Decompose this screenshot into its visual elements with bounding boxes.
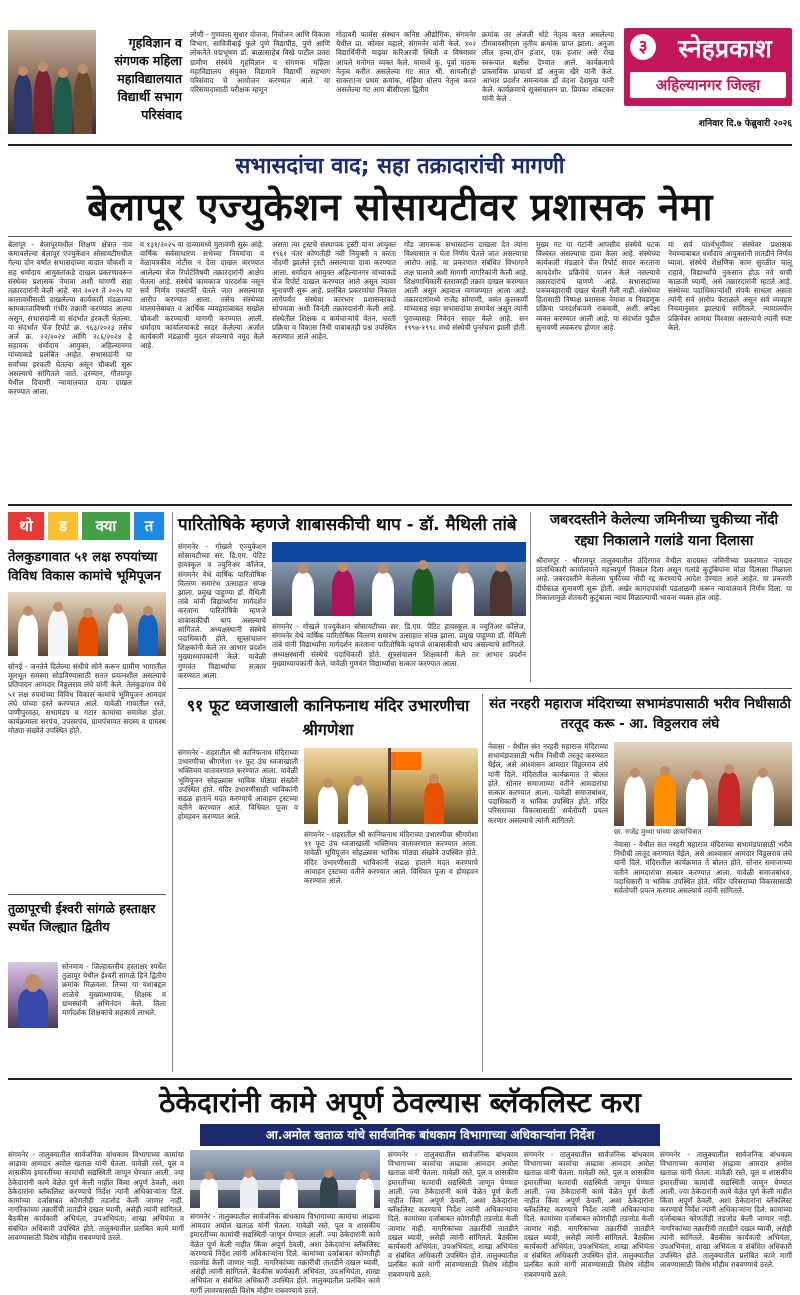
award-photo [272,542,526,616]
brand-block [624,28,792,106]
lead-body [8,240,792,496]
lead-column: या सर्व पार्श्वभूमीवर संस्थेवर प्रशासक नेमण्याबाबत धर्मादाय आयुक्तांनी तातडीने निर्णय घ्यावा. संस्थेचे शैक्षणिक काम सुरळीत चालू राहावे, विद्यार्थ्यांचे नुकसान होऊ नये याची काळजी घ्यावी, असे तक्रारदारांनी म्हटले आहे. संस्थेच्या पदाधिकाऱ्यांशी संपर्क साधला असता त्यांनी सर्व आरोप फेटाळले असून सर्व व्यवहार नियमानुसार झाल्याचे सांगितले. न्यायालयीन प्रक्रियेवर आमचा विश्वास असल्याचे त्यांनी स्पष्ट केले. [668,240,792,332]
tree-photo [8,592,166,656]
blacklist-headline: ठेकेदारांनी कामे अपूर्ण ठेवल्यास ब्लॅकलिस्ट करा [159,1086,641,1119]
blacklist-body: संगमनेर - तालुक्यातील सार्वजनिक बांधकाम विभागाच्या कामांचा आढावा आमदार अमोल खताळ यांनी घेतला. यावेळी रस्ते, पूल व शासकीय इमारतींच्या कामांची सद्यस्थिती जाणून घेण्यात आली. ज्या ठेकेदारांनी कामे वेळेत पूर्ण केली नाहीत किंवा अपूर्ण ठेवली, अशा ठेकेदारांना ब्लॅकलिस्ट करण्याचे निर्देश त्यांनी अधिकाऱ्यांना दिले. कामांच्या दर्जाबाबत कोणतीही तडजोड केली जाणार नाही. नागरिकांच्या तक्रारींची तातडीने दखल घ्यावी, असेही त्यांनी सांगितले. बैठकीस कार्यकारी अभियंता, उपअभियंता, शाखा अभियंता व संबंधित अधिकारी उपस्थित होते. तालुक्यातील प्रलंबित कामे मार्गी लावण्यासाठी विशेष मोहीम राबवण्याचे ठरले. [8,1150,184,1242]
lead-column: गोंड जागरूक सभासदांना दाखला देत त्यांना विश्वासात न घेता निर्णय घेतले जात असल्याचा आरोप आहे. या प्रकरणात संबंधित विभागाने लक्ष घालावे अशी मागणी नागरिकांनी केली आहे. शिक्षणाधिकारी स्तरावरही तक्रार दाखल करण्यात आली असून अहवाल मागवण्यात आला आहे. तक्रारदारांमध्ये राजेंद्र सोमाणी, वसंत कुलकर्णी यांच्यासह सहा सभासदांचा समावेश असून त्यांनी पुराव्यासह निवेदन सादर केले आहे. सन १९९७-१९९८ मध्ये संस्थेची पुनर्रचना झाली होती. [404,240,528,332]
blacklist-body-continued: संगमनेर - तालुक्यातील सार्वजनिक बांधकाम विभागाच्या कामांचा आढावा आमदार अमोल खताळ यांनी घेतला. यावेळी रस्ते, पूल व शासकीय इमारतींच्या कामांची सद्यस्थिती जाणून घेण्यात आली. ज्या ठेकेदारांनी कामे वेळेत पूर्ण केली नाहीत किंवा अपूर्ण ठेवली, अशा ठेकेदारांना ब्लॅकलिस्ट करण्याचे निर्देश त्यांनी अधिकाऱ्यांना दिले. कामांच्या दर्जाबाबत कोणतीही तडजोड केली जाणार नाही. नागरिकांच्या तक्रारींची तातडीने दखल घ्यावी, असेही त्यांनी सांगितले. बैठकीस कार्यकारी अभियंता, उपअभियंता, शाखा अभियंता व संबंधित अधिकारी उपस्थित होते. तालुक्यातील प्रलंबित कामे मार्गी लावण्यासाठी विशेष मोहीम राबवण्याचे ठरले. [524,1150,654,1279]
lead-kicker: सभासदांचा वाद; सहा तक्रादारांची मागणी [235,154,565,179]
land-body: श्रीरामपूर - श्रीरामपूर तालुक्यातील उंदिरगाव येथील वादग्रस्त जमिनीच्या प्रकरणात नामदार प्रांताधिकारी कार्यालयाने महत्त्वपूर्ण निकाल दिला असून गलांडे कुटुंबियांना मोठा दिलासा मिळाला आहे. जबरदस्तीने केलेल्या चुकीच्या नोंदी रद्द करण्याचे आदेश देण्यात आले आहेत. या प्रकरणी दीर्घकाळ सुनावणी सुरू होती. अखेर कागदपत्रांची पडताळणी करून न्यायालयाने निर्णय दिला. या निकालामुळे शेतकरी कुटुंबाला न्याय मिळाल्याची भावना व्यक्त होत आहे. [536,556,792,602]
tree-headline: तेलकुडगावात ५१ लक्ष रुपयांच्या विविध विकास कामांचे भूमिपूजन [8,550,161,584]
tree-body: सोनई - जनतेने दिलेल्या संधीचे सोने करून ग्रामीण भागातील मूलभूत समस्या सोडविण्यासाठी सतत प्रयत्नशील असल्याचे प्रतिपादन आमदार विठ्ठलराव लंघे यांनी केले. तेलकुडगाव येथे ५१ लक्ष रुपयांच्या विविध विकास कामांचे भूमिपूजन आमदार लंघे यांच्या हस्ते करण्यात आले. यावेळी गावातील रस्ते, पाणीपुरवठा, सभामंडप व गटार कामांचा समावेश होता. कार्यक्रमाला सरपंच, उपसरपंच, ग्रामपंचायत सदस्य व ग्रामस्थ मोठ्या संख्येने उपस्थित होते. [8,662,166,736]
masthead-column-3: क्रमांक तर अंजली थोटे नेतृत्व करत असलेल्या टीमवायसीएला तृतीय क्रमांक प्राप्त झाला. अनुजा लील हत्या,दोन हजार, एक हजार असे रोख स्वरूपात बक्षीस देण्यात आले. कार्यक्रमाचे प्रास्ताविक प्राचार्या डॉ अनुजा खैरे यांनी केले. आभार प्रदर्शन समन्वयक डॉ वंदना देशमुख यांनी केले. कार्यक्रमाचे सूत्रसंचालन प्रा. प्रियंका तांबटकर यांनी केले . [482,30,614,104]
essay-body: सोनमाय - जिल्हास्तरीय हस्ताक्षर स्पर्धेत तुळापूर येथील ईश्वरी सांगळे हिने द्वितीय क्रमांक मिळवला. तिच्या या यशाबद्दल शाळेचे मुख्याध्यापक, शिक्षक व ग्रामस्थांनी अभिनंदन केले. तिला मार्गदर्शक शिक्षकांचे सहकार्य लाभले. [62,962,166,1018]
column-divider [530,512,531,682]
flag-headline: ९१ फूट ध्वजाखाली कानिफनाथ मंदिर उभारणीचा श्रीगणेशा [186,696,470,739]
lead-column: व १३१/२०२५ या दाव्यामध्ये मुतावणी सुरू आहे. वार्षिक सर्वसाधारण सभेच्या नियमांचा व वेळापत्रकीय नोटीस न देता दाखल करण्यात आलेल्या चेंज रिपोर्टविषयी तक्रारदारांनी आक्षेप घेतला आहे. संस्थेचे कामकाज पारदर्शक नसून सर्व निर्णय एकतर्फी घेतले जात असल्याचा आरोप करण्यात आला. तसेच संस्थेच्या मालमत्तेबाबत व आर्थिक व्यवहारांबाबत सखोल चौकशी करण्याची मागणी करण्यात आली. धर्मादाय कार्यालयाकडे सादर केलेल्या अर्जात कार्यकारी मंडळाची मुदत संपल्याचे नमूद केले आहे. [140,240,264,351]
page-number-badge: ३ [630,34,656,60]
promo-photo [8,30,96,134]
temple-caption: छा. राजेंद्र मुथ्था यांच्या छायाचित्रात [614,828,702,836]
blacklist-photo [190,1150,380,1208]
blacklist-body-continued: संगमनेर - तालुक्यातील सार्वजनिक बांधकाम विभागाच्या कामांचा आढावा आमदार अमोल खताळ यांनी घेतला. यावेळी रस्ते, पूल व शासकीय इमारतींच्या कामांची सद्यस्थिती जाणून घेण्यात आली. ज्या ठेकेदारांनी कामे वेळेत पूर्ण केली नाहीत किंवा अपूर्ण ठेवली, अशा ठेकेदारांना ब्लॅकलिस्ट करण्याचे निर्देश त्यांनी अधिकाऱ्यांना दिले. कामांच्या दर्जाबाबत कोणतीही तडजोड केली जाणार नाही. नागरिकांच्या तक्रारींची तातडीने दखल घ्यावी, असेही त्यांनी सांगितले. बैठकीस कार्यकारी अभियंता, उपअभियंता, शाखा अभियंता व संबंधित अधिकारी उपस्थित होते. तालुक्यातील प्रलंबित कामे मार्गी लावण्यासाठी विशेष मोहीम राबवण्याचे ठरले. [190,1212,380,1295]
section-logo [8,512,168,542]
award-body-continued: संगमनेर - गोखले एज्युकेशन सोसायटीच्या सर. डि.एम. पेटिट हायस्कूल व ज्युनिअर कॉलेज, संगमनेर येथे वार्षिक पारितोषिक वितरण समारंभ उत्साहात संपन्न झाला. प्रमुख पाहुण्या डॉ. मैथिली तांबे यांनी विद्यार्थ्यांना मार्गदर्शन करताना पारितोषिके म्हणजे शाबासकीची थाप असल्याचे सांगितले. अध्यक्षस्थानी संस्थेचे पदाधिकारी होते. सूत्रसंचालन शिक्षकांनी केले तर आभार प्रदर्शन मुख्याध्यापकांनी केले. यावेळी गुणवंत विद्यार्थ्यांचा सत्कार करण्यात आला. [272,622,526,668]
promo-headline: गृहविज्ञान व संगणक महिला महाविद्यालयात विद्यार्थी सभाग परिसंवाद [114,35,182,122]
left-rule [8,894,166,895]
lead-column: मुख्य गट या गटांनी आपसीय संस्थेचे घटक विश्वस्त असल्याचा दावा केला आहे. संस्थेच्या कार्यकारी मंडळाने चेंज रिपोर्ट सादर करताना कायदेशीर प्रक्रियेचे पालन केले नसल्याचे तक्रारदारांचे म्हणणे आहे. सभासदांच्या पत्रव्यवहाराची दखल घेतली गेली नाही. संस्थेच्या हितासाठी निष्पक्ष प्रशासक नेमावा व निवडणूक प्रक्रिया पारदर्शकपणे राबवावी, अशी अपेक्षा व्यक्त करण्यात आली आहे. या संदर्भात पुढील सुनावणी लवकरच होणार आहे. [536,240,660,332]
essay-headline: तुळापूरची ईश्वरी सांगळे हस्ताक्षर स्पर्धेत जिल्ह्यात द्वितीय [8,901,156,934]
column-divider [482,694,483,1072]
bottom-rule [8,1078,792,1080]
issue-date: शनिवार दि.७ फेब्रुवारी २०२६ [698,119,792,129]
logo-tile: त [134,512,164,540]
section-rule [8,504,792,506]
edition-name: अहिल्यानगर जिल्हा [630,72,786,98]
lead-column: असता त्या ट्रस्टचे संस्थापक ट्रस्टी यांना आयुक्त १९६१ नंतर कोणतीही नवी नियुक्ती न करता नोंदणी झालेले ट्रस्टी असल्याचा दावा करण्यात आला. धर्मादाय आयुक्त अहिल्यानगर यांच्याकडे चेंज रिपोर्ट दाखल करण्यात आले असून त्यावर सुनावणी सुरू आहे. प्रलंबित प्रकरणांचा निकाल लागेपर्यंत संस्थेचा कारभार प्रशासकाकडे सोपवावा अशी विनंती तक्रारदारांनी केली आहे. संस्थेतील शिक्षक व कर्मचाऱ्यांचे वेतन, भरती प्रक्रिया व विकास निधी याबाबतही प्रश्न उपस्थित करण्यात आले आहेत. [272,240,396,342]
blacklist-body-continued: संगमनेर - तालुक्यातील सार्वजनिक बांधकाम विभागाच्या कामांचा आढावा आमदार अमोल खताळ यांनी घेतला. यावेळी रस्ते, पूल व शासकीय इमारतींच्या कामांची सद्यस्थिती जाणून घेण्यात आली. ज्या ठेकेदारांनी कामे वेळेत पूर्ण केली नाहीत किंवा अपूर्ण ठेवली, अशा ठेकेदारांना ब्लॅकलिस्ट करण्याचे निर्देश त्यांनी अधिकाऱ्यांना दिले. कामांच्या दर्जाबाबत कोणतीही तडजोड केली जाणार नाही. नागरिकांच्या तक्रारींची तातडीने दखल घ्यावी, असेही त्यांनी सांगितले. बैठकीस कार्यकारी अभियंता, उपअभियंता, शाखा अभियंता व संबंधित अधिकारी उपस्थित होते. तालुक्यातील प्रलंबित कामे मार्गी लावण्यासाठी विशेष मोहीम राबवण्याचे ठरले. [388,1150,518,1279]
temple-headline: संत नरहरी महाराज मंदिराच्या सभामंडपासाठी भरीव निधीसाठी तरतूद करू - आ. विठ्ठलराव लंघे [489,696,791,732]
lead-rule [8,236,792,237]
logo-tile: क्या [82,512,130,540]
flag-body: संगमनेर - शहरातील श्री कानिफनाथ मंदिराच्या उभारणीचा श्रीगणेशा ९१ फूट उंच ध्वजाखाली भक्तिमय वातावरणात करण्यात आला. यावेळी भूमिपूजन सोहळ्यास भाविक मोठ्या संख्येने उपस्थित होते. मंदिर उभारणीसाठी भाविकांनी सढळ हाताने मदत करण्याचे आवाहन ट्रस्टच्या वतीने करण्यात आले. विधिवत पूजा व होमहवन करण्यात आले. [178,748,298,822]
masthead-rule [8,144,792,146]
flag-photo [304,748,478,824]
flag-body-continued: संगमनेर - शहरातील श्री कानिफनाथ मंदिराच्या उभारणीचा श्रीगणेशा ९१ फूट उंच ध्वजाखाली भक्तिमय वातावरणात करण्यात आला. यावेळी भूमिपूजन सोहळ्यास भाविक मोठ्या संख्येने उपस्थित होते. मंदिर उभारणीसाठी भाविकांनी सढळ हाताने मदत करण्याचे आवाहन ट्रस्टच्या वतीने करण्यात आले. विधिवत पूजा व होमहवन करण्यात आले. [304,830,478,886]
mid-rule [178,688,792,689]
lead-headline: बेलापूर एज्युकेशन सोसायटीवर प्रशासक नेमा [87,185,713,229]
column-divider [172,512,173,1072]
blacklist-subhead: आ.अमोल खताळ यांचे सार्वजनिक बांधकाम विभागाच्या अधिकाऱ्यांना निर्देश [200,1124,660,1146]
land-headline: जबरदस्तीने केलेल्या जमिनीच्या चुकीच्या नोंदी रद्द्या निकालाने गलांडे याना दिलासा [549,512,779,549]
essay-photo [8,962,58,1028]
award-headline: पारितोषिके म्हणजे शाबासकीची थाप - डॉ. मैथिली तांबे [178,515,517,535]
brand-name: स्नेहप्रकाश [678,34,772,63]
masthead-column-2: गोदावरी फार्मस संस्थान कनिष्ठ औद्योगिक, संगमनेर येथील प्रा. कोमल महाले, संगमनेर यांनी केले. १०२ विद्यार्थिनींनी माझ्या करिअरची स्थिती व विषयावर आपले मनोगत व्यक्त केले. यामध्ये कु. पूर्वा पाठक नेतृत्व करीत असलेल्या गट सात श्री. सायली(हो साकरा)ना प्रथम क्रमांक, महिमा घोलप नेतृत्व करत असलेल्या गट आय बीसीएला द्वितीय [336,30,476,95]
masthead [0,0,800,148]
blacklist-body-continued: संगमनेर - तालुक्यातील सार्वजनिक बांधकाम विभागाच्या कामांचा आढावा आमदार अमोल खताळ यांनी घेतला. यावेळी रस्ते, पूल व शासकीय इमारतींच्या कामांची सद्यस्थिती जाणून घेण्यात आली. ज्या ठेकेदारांनी कामे वेळेत पूर्ण केली नाहीत किंवा अपूर्ण ठेवली, अशा ठेकेदारांना ब्लॅकलिस्ट करण्याचे निर्देश त्यांनी अधिकाऱ्यांना दिले. कामांच्या दर्जाबाबत कोणतीही तडजोड केली जाणार नाही. नागरिकांच्या तक्रारींची तातडीने दखल घ्यावी, असेही त्यांनी सांगितले. बैठकीस कार्यकारी अभियंता, उपअभियंता, शाखा अभियंता व संबंधित अधिकारी उपस्थित होते. तालुक्यातील प्रलंबित कामे मार्गी लावण्यासाठी विशेष मोहीम राबवण्याचे ठरले. [660,1150,792,1270]
award-body: संगमनेर - गोखले एज्युकेशन सोसायटीच्या सर. डि.एम. पेटिट हायस्कूल व ज्युनिअर कॉलेज, संगमनेर येथे वार्षिक पारितोषिक वितरण समारंभ उत्साहात संपन्न झाला. प्रमुख पाहुण्या डॉ. मैथिली तांबे यांनी विद्यार्थ्यांना मार्गदर्शन करताना पारितोषिके म्हणजे शाबासकीची थाप असल्याचे सांगितले. अध्यक्षस्थानी संस्थेचे पदाधिकारी होते. सूत्रसंचालन शिक्षकांनी केले तर आभार प्रदर्शन मुख्याध्यापकांनी केले. यावेळी गुणवंत विद्यार्थ्यांचा सत्कार करण्यात आला. [178,542,266,680]
lead-column: बेलापूर - बेलापूरमधील शिक्षण क्षेत्रात नाव कमावलेल्या बेलापूर एज्युकेशन सोसायटीमधील गेल्या दोन वर्षांत सभासदांच्या वादात चौकशी व सह धर्मादाय आयुक्तांकडे दाखल प्रकरणावरून संस्थेवर प्रशासक नेमावा अशी मागणी सहा तक्रारदारांनी केली आहे. सन २०२१ ते २०२५ या कालावधीसाठी दाखलेल्या कार्यकारी मंडळाच्या कामकाजाविषयी गंभीर तक्रारी करण्यात आल्या असून, सभासदांनी या संदर्भात हरकती घेतल्या. या संदर्भात चेंज रिपोर्ट क्र. ९६३/२०२३ तसेच अर्ज क्र. २२/२०२४ आणि २८६/२०२४ हे सहायक धर्मादाय आयुक्त, अहिल्यानगर यांच्याकडे प्रलंबित आहेत. सभासदांनी या सर्वांच्या हरकती घेतल्या असून चौकशी सुरू असल्याचे सांगितले जाते. दरम्यान, गौतमपूर येथील दिवाणी न्यायालयात दावा दाखल करण्यात आला. [8,240,132,397]
temple-photo [614,742,792,826]
logo-tile: ड [48,512,78,540]
logo-tile: थो [8,512,44,540]
temple-body: नेवासा - येथील संत नरहरी महाराज मंदिराच्या सभामंडपासाठी भरीव निधीची तरतूद करण्यात येईल, असे आश्वासन आमदार विठ्ठलराव लंघे यांनी दिले. मंदिरातील कार्यक्रमात ते बोलत होते. सोनार समाजाच्या वतीने आमदारांचा सत्कार करण्यात आला. यावेळी समाजबांधव, पदाधिकारी व भाविक उपस्थित होते. मंदिर परिसराच्या विकासासाठी सर्वतोपरी प्रयत्न करणार असल्याचे त्यांनी सांगितले. [488,742,608,825]
masthead-column-1: लोणी - गुणवत्ता सुधार योजना, नियोजन आणि विकास विभाग, सावित्रीबाई फुले पुणे विद्यापीठ, पुणे आणि लोकनेते पद्मभूषण डॉ. बाळासाहेब विखे पाटील प्रवरा ग्रामीण संस्थेचे गृहविज्ञान व संगणक महिला महाविद्यालय संयुक्त विद्यमाने विद्यार्थी सहभाग परिसंवाद चे आयोजन करण्यात आले. या परिसंवादासाठी परीक्षक म्हणून [190,30,330,95]
temple-body-continued: नेवासा - येथील संत नरहरी महाराज मंदिराच्या सभामंडपासाठी भरीव निधीची तरतूद करण्यात येईल, असे आश्वासन आमदार विठ्ठलराव लंघे यांनी दिले. मंदिरातील कार्यक्रमात ते बोलत होते. सोनार समाजाच्या वतीने आमदारांचा सत्कार करण्यात आला. यावेळी समाजबांधव, पदाधिकारी व भाविक उपस्थित होते. मंदिर परिसराच्या विकासासाठी सर्वतोपरी प्रयत्न करणार असल्याचे त्यांनी सांगितले. [614,840,792,896]
